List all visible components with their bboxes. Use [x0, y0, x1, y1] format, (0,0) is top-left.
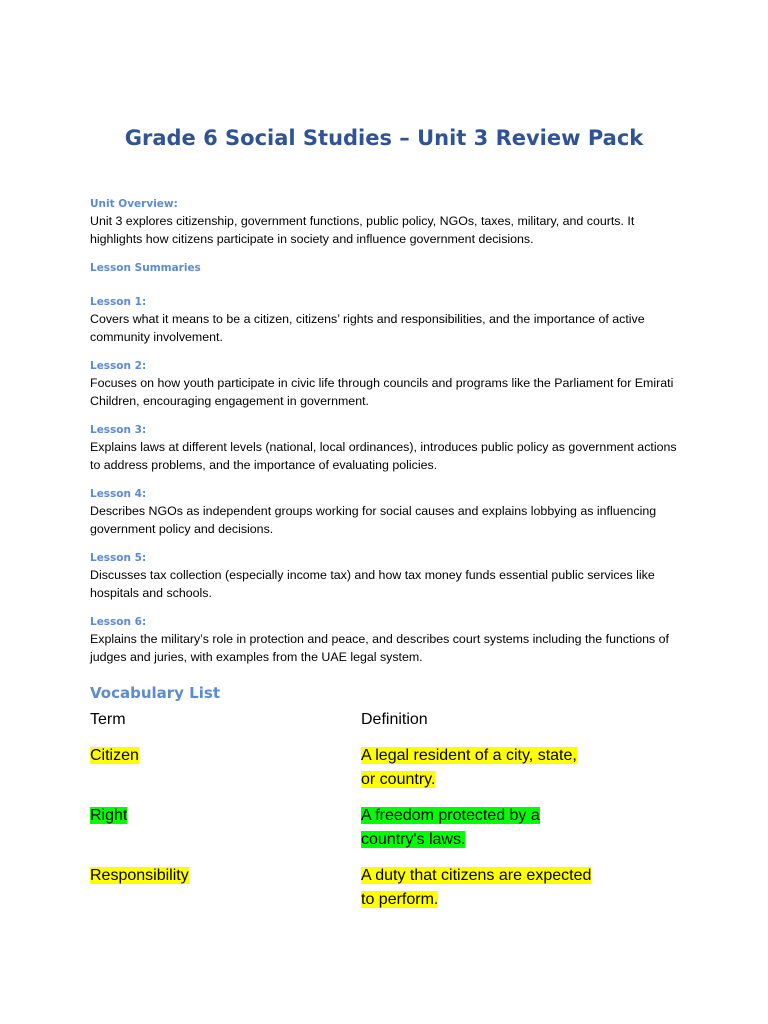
vocab-definition-line: A freedom protected by a — [361, 807, 540, 824]
overview-text: Unit 3 explores citizenship, government functions, public policy, NGOs, taxes, military, and courts. It highlights how citizens participate in society and influence government decisions. — [90, 214, 635, 246]
lesson-3 — [90, 422, 690, 474]
page-title: Grade 6 Social Studies – Unit 3 Review Pack — [124, 126, 644, 150]
vocab-term — [90, 864, 189, 888]
vocab-definition-line: to perform. — [361, 891, 439, 908]
lesson-text: Explains the military’s role in protection and peace, and describes court systems including the functions of judges and juries, with examples from the UAE legal system. — [90, 632, 669, 664]
vocab-definition-line: A duty that citizens are expected — [361, 867, 592, 884]
lesson-4 — [90, 486, 690, 538]
lesson-summaries-section — [90, 260, 690, 276]
vocab-definition — [361, 744, 621, 792]
lesson-heading: Lesson 2: — [90, 360, 147, 372]
vocab-term — [90, 804, 127, 828]
overview-heading: Unit Overview: — [90, 198, 178, 210]
vocab-term-text: Citizen — [90, 747, 139, 764]
vocabulary-heading: Vocabulary List — [90, 684, 220, 702]
vocab-definition — [361, 804, 621, 852]
vocab-definition — [361, 864, 621, 912]
lesson-2 — [90, 358, 690, 410]
definition-column-header: Definition — [361, 711, 428, 728]
vocab-term-text: Right — [90, 807, 128, 824]
vocab-definition-line: or country. — [361, 771, 436, 788]
lesson-5 — [90, 550, 690, 602]
vocab-definition-line: country's laws. — [361, 831, 466, 848]
lesson-text: Covers what it means to be a citizen, citizens’ rights and responsibilities, and the importance of active community involvement. — [90, 312, 645, 344]
lesson-heading: Lesson 1: — [90, 296, 147, 308]
vocab-term-text: Responsibility — [90, 867, 189, 884]
lesson-heading: Lesson 4: — [90, 488, 147, 500]
lesson-heading: Lesson 5: — [90, 552, 147, 564]
vocab-definition-line: A legal resident of a city, state, — [361, 747, 577, 764]
lesson-heading: Lesson 6: — [90, 616, 147, 628]
lesson-text: Discusses tax collection (especially income tax) and how tax money funds essential public services like hospitals and schools. — [90, 568, 655, 600]
unit-overview — [90, 196, 690, 248]
lesson-heading: Lesson 3: — [90, 424, 147, 436]
vocab-term — [90, 744, 139, 768]
lesson-summaries-heading: Lesson Summaries — [90, 262, 201, 274]
term-column-header: Term — [90, 711, 126, 728]
lesson-text: Focuses on how youth participate in civic life through councils and programs like the Parliament for Emirati Children, encouraging engagement in government. — [90, 376, 674, 408]
lesson-text: Explains laws at different levels (national, local ordinances), introduces public policy as government actions to address problems, and the importance of evaluating policies. — [90, 440, 677, 472]
document-body — [90, 196, 690, 678]
lesson-6 — [90, 614, 690, 666]
lesson-text: Describes NGOs as independent groups working for social causes and explains lobbying as influencing government policy and decisions. — [90, 504, 657, 536]
lesson-1 — [90, 294, 690, 346]
